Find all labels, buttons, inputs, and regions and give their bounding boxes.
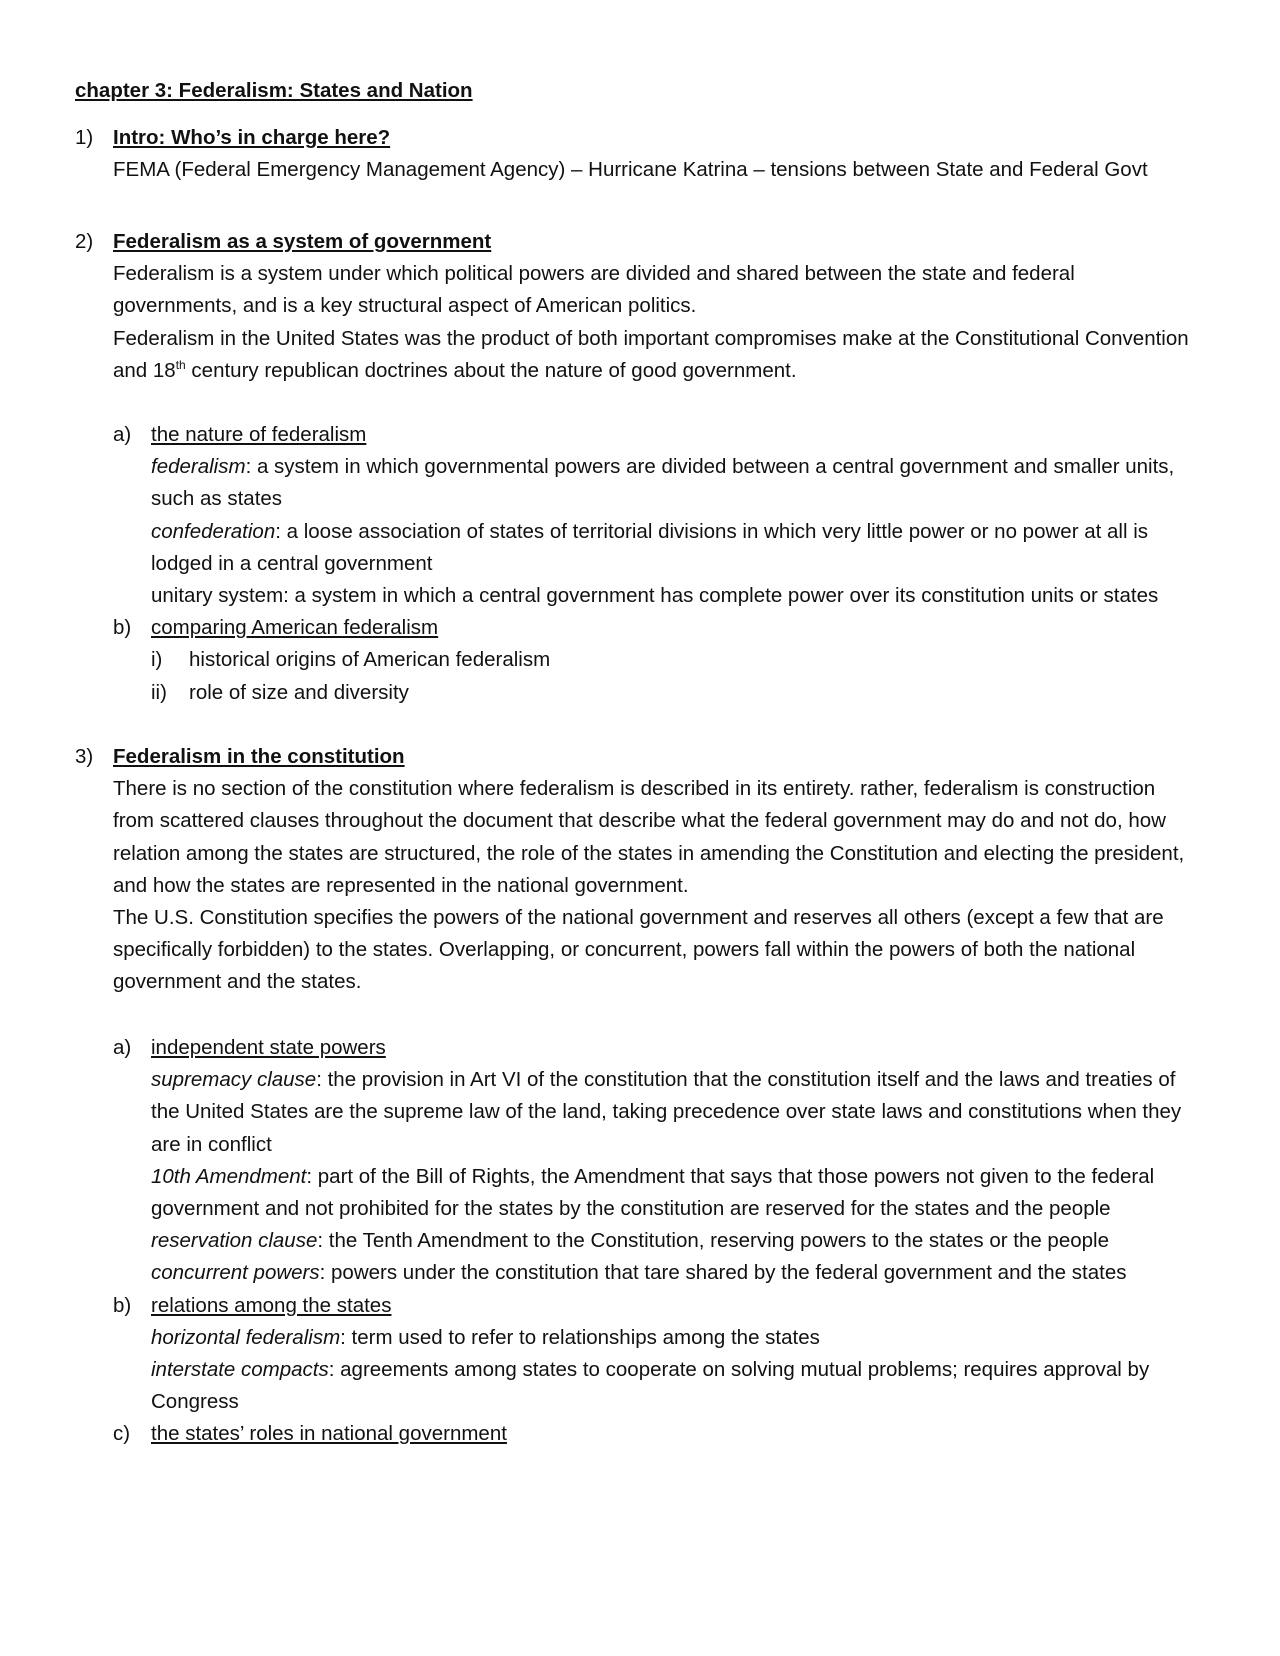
section-number: 3) — [75, 745, 94, 768]
definition — [75, 1064, 1200, 1161]
subsection-heading-row — [75, 612, 1200, 644]
subsection-heading: comparing American federalism — [151, 616, 439, 640]
subsection-heading-row — [75, 1032, 1200, 1064]
ordinal-suffix: th — [175, 357, 186, 372]
section-3-heading-row — [75, 741, 1200, 773]
subsection-letter: a) — [113, 423, 132, 446]
section-1 — [75, 122, 1200, 186]
list-item — [75, 677, 1200, 709]
subsection-heading: independent state powers — [151, 1036, 386, 1059]
subsection-letter: b) — [113, 1293, 132, 1317]
section-2 — [75, 226, 1200, 387]
list-numeral: i) — [151, 648, 163, 672]
section-number: 1) — [75, 126, 94, 149]
definition-text: : a system in which governmental powers are divided between a central government and smaller units, such as states — [151, 455, 1175, 511]
definition-term: concurrent powers — [151, 1261, 320, 1285]
list-numeral: ii) — [151, 680, 167, 704]
section-body: FEMA (Federal Emergency Management Agency) – Hurricane Katrina – tensions between State and Federal Govt — [113, 158, 1148, 182]
definition-term: federalism — [151, 455, 246, 479]
definition-text: : agreements among states to cooperate on solving mutual problems; requires approval by Congress — [151, 1358, 1150, 1414]
section-heading: Federalism as a system of government — [113, 230, 492, 253]
definition — [75, 1161, 1200, 1225]
subsection-letter: a) — [113, 1036, 132, 1059]
definition-text: : term used to refer to relationships among the states — [340, 1325, 820, 1349]
section-3-subsections — [75, 1032, 1200, 1451]
paragraph-text: Federalism in the United States was the product of both important compromises make at the Constitutional Convention and 18 — [113, 326, 1189, 382]
section-number: 2) — [75, 230, 94, 253]
subsection-heading: the nature of federalism — [151, 423, 367, 446]
section-paragraph: The U.S. Constitution specifies the powers of the national government and reserves all others (except a few that are specifically forbidden) to the states. Overlapping, or concurrent, powers fall within the powers of both the national government and the states. — [113, 906, 1164, 994]
definition-text: : powers under the constitution that tare shared by the federal government and the states — [319, 1261, 1127, 1285]
subsection-heading-row — [75, 1290, 1200, 1322]
section-2-subsections — [75, 419, 1200, 709]
definition-text: : the Tenth Amendment to the Constitution, reserving powers to the states or the people — [317, 1229, 1109, 1253]
section-2-heading-row — [75, 226, 1200, 258]
subsection-heading-row — [75, 419, 1200, 451]
list-item-text: role of size and diversity — [189, 680, 409, 704]
subsection-letter: b) — [113, 616, 132, 640]
subsection-heading: relations among the states — [151, 1293, 392, 1317]
definition-term: 10th Amendment — [151, 1164, 307, 1188]
document-title: chapter 3: Federalism: States and Nation — [75, 79, 473, 102]
definition — [75, 516, 1200, 580]
definition-term: reservation clause — [151, 1229, 318, 1253]
definition-text: : a loose association of states of territorial divisions in which very little power or no power at all is lodged in a central government — [151, 519, 1149, 575]
paragraph-text: century republican doctrines about the nature of good government. — [185, 358, 797, 382]
definition — [75, 1257, 1200, 1289]
subsection-heading: the states’ roles in national government — [151, 1422, 507, 1446]
section-paragraph — [75, 323, 1200, 387]
section-paragraph: There is no section of the constitution where federalism is described in its entirety. rather, federalism is construction from scattered clauses throughout the document that describe what the federal government may do and not do, how relation among the states are structured, the role of the states in amending the Constitution and electing the president, and how the states are represented in the national government. — [113, 777, 1185, 897]
definition — [75, 1322, 1200, 1354]
section-heading: Intro: Who’s in charge here? — [113, 126, 391, 149]
section-paragraph: Federalism is a system under which political powers are divided and shared between the state and federal governments, and is a key structural aspect of American politics. — [113, 262, 1075, 318]
definition-term: confederation — [151, 519, 276, 543]
list-item-text: historical origins of American federalism — [189, 648, 551, 672]
definition-term: interstate compacts — [151, 1358, 329, 1382]
section-heading: Federalism in the constitution — [113, 745, 405, 768]
definition-term: horizontal federalism — [151, 1325, 341, 1349]
definition — [75, 1225, 1200, 1257]
subsection-letter: c) — [113, 1422, 131, 1446]
definition-text: : the provision in Art VI of the constitution that the constitution itself and the laws and treaties of the United States are the supreme law of the land, taking precedence over state laws and constitutions when they are in conflict — [151, 1068, 1182, 1156]
definition-term: supremacy clause — [151, 1068, 317, 1092]
definition-text: : part of the Bill of Rights, the Amendment that says that those powers not given to the federal government and not prohibited for the states by the constitution are reserved for the states and the people — [151, 1164, 1155, 1221]
list-item — [75, 644, 1200, 676]
definition: unitary system: a system in which a central government has complete power over its constitution units or states — [151, 584, 1159, 608]
section-3 — [75, 741, 1200, 999]
definition — [75, 1354, 1200, 1418]
section-1-heading-row — [75, 122, 1200, 154]
definition — [75, 451, 1200, 515]
subsection-heading-row — [75, 1418, 1200, 1450]
